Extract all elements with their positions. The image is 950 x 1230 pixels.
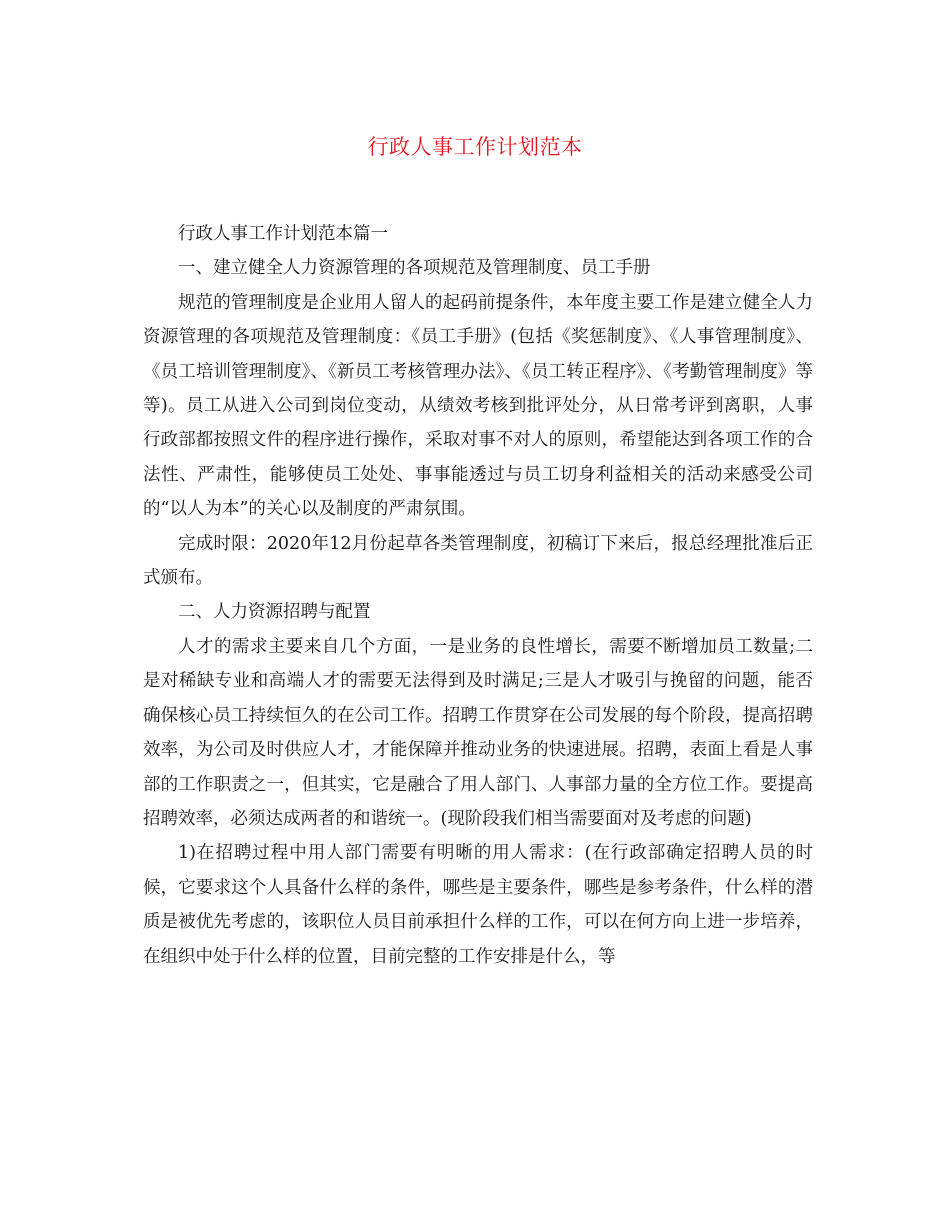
document-title: 行政人事工作计划范本 [367, 135, 583, 159]
section-heading-article: 行政人事工作计划范本篇一 [178, 224, 388, 244]
section-heading-2: 二、人力资源招聘与配置 [178, 602, 371, 623]
paragraph-management-system: 规范的管理制度是企业用人留人的起码前提条件，本年度主要工作是建立健全人力资源管理的各项规范及管理制度：《员工手册》(包括《奖惩制度》、《人事管理制度》、《员工培训管理制度》、《新员工考核管理办法》、《员工转正程序》、《考勤管理制度》等等)。员工从进入公司到岗位变动，从绩效考核到批评处分，从日常考评到离职，人事行政部都按照文件的程序进行操作，采取对事不对人的原则，希望能达到各项工作的合法性、严肃性，能够使员工处处、事事能透过与员工切身利益相关的活动来感受公司的“以人为本”的关心以及制度的严肃氛围。 [143, 292, 813, 520]
document-body [143, 217, 813, 974]
paragraph-deadline: 完成时限：2020年12月份起草各类管理制度，初稿订下来后，报总经理批准后正式颁布。 [143, 533, 813, 589]
paragraph-recruitment-needs: 1)在招聘过程中用人部门需要有明晰的用人需求：(在行政部确定招聘人员的时候，它要求这个人具备什么样的条件，哪些是主要条件，哪些是参考条件，什么样的潜质是被优先考虑的，该职位人员目前承担什么样的工作，可以在何方向上进一步培养，在组织中处于什么样的位置，目前完整的工作安排是什么，等 [143, 843, 813, 967]
paragraph-talent-demand: 人才的需求主要来自几个方面，一是业务的良性增长，需要不断增加员工数量;二是对稀缺专业和高端人才的需要无法得到及时满足;三是人才吸引与挽留的问题，能否确保核心员工持续恒久的在公司工作。招聘工作贯穿在公司发展的每个阶段，提高招聘效率，为公司及时供应人才，才能保障并推动业务的快速进展。招聘，表面上看是人事部的工作职责之一，但其实，它是融合了用人部门、人事部力量的全方位工作。要提高招聘效率，必须达成两者的和谐统一。(现阶段我们相当需要面对及考虑的问题) [143, 636, 813, 829]
section-heading-1: 一、建立健全人力资源管理的各项规范及管理制度、员工手册 [178, 258, 651, 279]
